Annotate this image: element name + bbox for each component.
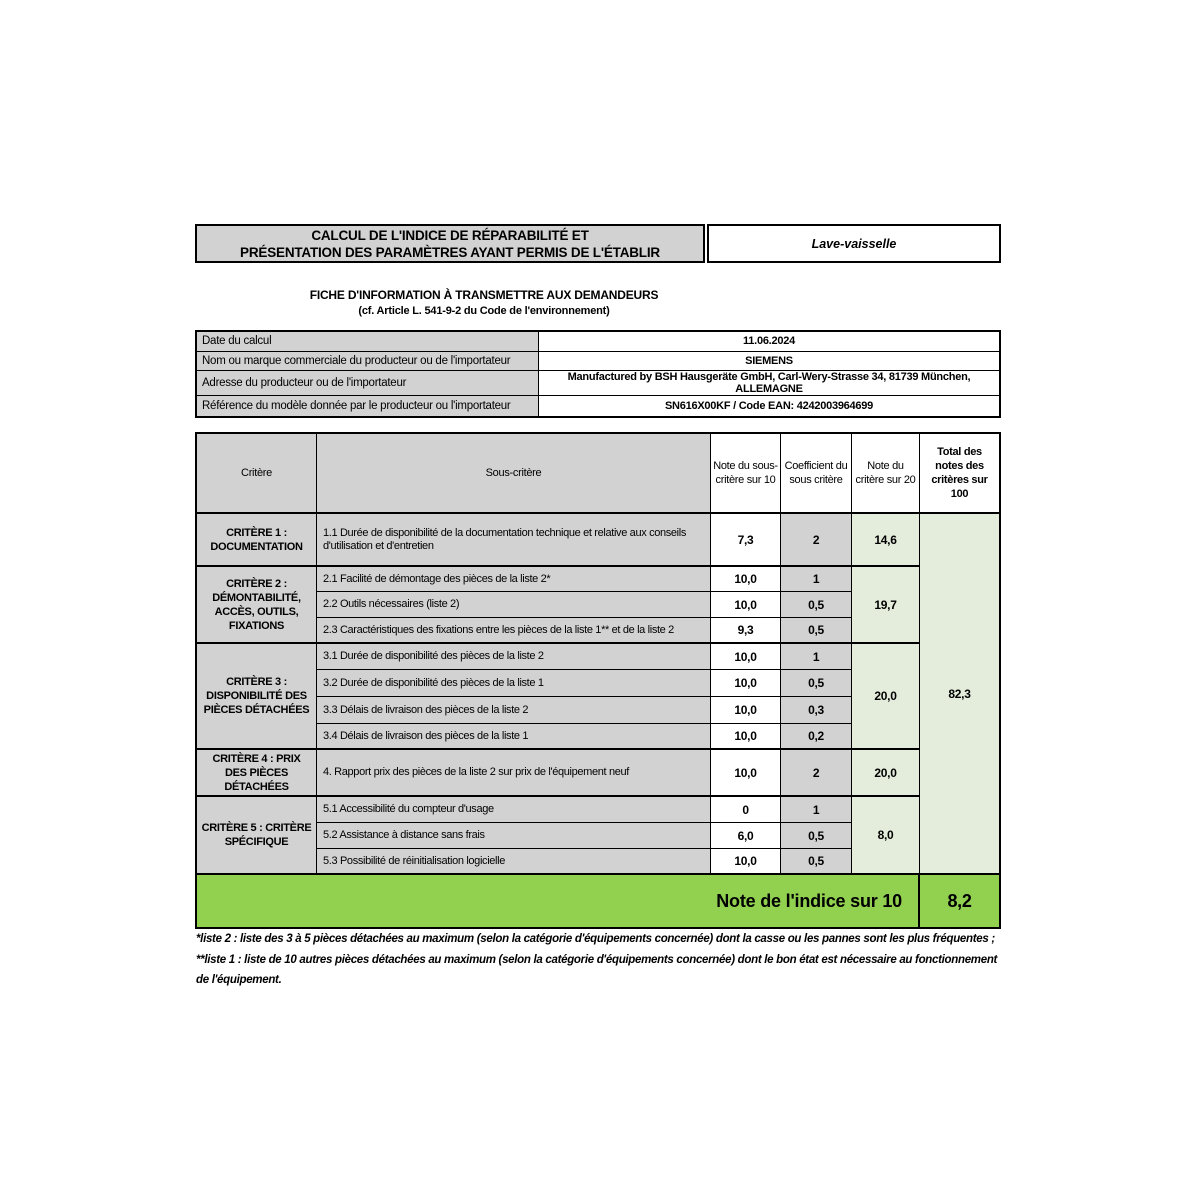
subrow-4-label: 4. Rapport prix des pièces de la liste 2 sur prix de l'équipement neuf [317,750,711,797]
info-label-date: Date du calcul [197,332,539,352]
info-value-date: 11.06.2024 [539,332,999,352]
criterion-4-note20: 20,0 [852,750,920,797]
document-title [195,224,705,263]
subrow-4-note: 10,0 [711,750,781,797]
subrow-5-3-note: 10,0 [711,849,781,875]
subrow-3-3-coef: 0,3 [781,697,852,724]
product-category: Lave-vaisselle [811,236,897,251]
subrow-5-3-label: 5.3 Possibilité de réinitialisation logicielle [317,849,711,875]
subrow-3-3-note: 10,0 [711,697,781,724]
footnote-liste1: **liste 1 : liste de 10 autres pièces détachées au maximum (selon la catégorie d'équipements concernée) dont le bon état est nécessaire au fonctionnement de l'équipement. [196,953,998,986]
header-critere: Critère [197,434,317,514]
header-note-critere: Note du critère sur 20 [852,434,920,514]
info-label-address: Adresse du producteur ou de l'importateur [197,371,539,396]
final-score-value: 8,2 [920,875,999,927]
document-subtitle [195,287,773,319]
subrow-1-1-coef: 2 [781,514,852,567]
subrow-5-2-coef: 0,5 [781,823,852,849]
total-sur-100: 82,3 [920,514,999,875]
product-category-cell [707,224,1001,263]
info-value-address: Manufactured by BSH Hausgeräte GmbH, Carl-Wery-Strasse 34, 81739 München, ALLEMAGNE [539,371,999,396]
document-title-line1: CALCUL DE L'INDICE DE RÉPARABILITÉ ET [311,227,589,243]
criterion-4-label: CRITÈRE 4 : PRIX DES PIÈCES DÉTACHÉES [197,750,317,797]
info-label-brand: Nom ou marque commerciale du producteur ou de l'importateur [197,352,539,372]
subrow-3-3-label: 3.3 Délais de livraison des pièces de la liste 2 [317,697,711,724]
subrow-3-4-note: 10,0 [711,724,781,750]
subrow-2-3-label: 2.3 Caractéristiques des fixations entre les pièces de la liste 1** et de la liste 2 [317,618,711,644]
document-title-line2: PRÉSENTATION DES PARAMÈTRES AYANT PERMIS DE L'ÉTABLIR [240,244,660,260]
criterion-5-label: CRITÈRE 5 : CRITÈRE SPÉCIFIQUE [197,797,317,875]
subrow-3-4-coef: 0,2 [781,724,852,750]
subrow-3-1-note: 10,0 [711,644,781,670]
subrow-2-3-note: 9,3 [711,618,781,644]
subrow-1-1-note: 7,3 [711,514,781,567]
footnote-liste2: *liste 2 : liste des 3 à 5 pièces détachées au maximum (selon la catégorie d'équipements concernée) dont la casse ou les pannes sont les plus fréquentes ; [196,933,995,945]
criterion-1-note20: 14,6 [852,514,920,567]
subrow-2-2-coef: 0,5 [781,592,852,618]
subrow-5-1-note: 0 [711,797,781,823]
subrow-3-2-note: 10,0 [711,670,781,697]
header-coefficient: Coefficient du sous critère [781,434,852,514]
subrow-5-2-label: 5.2 Assistance à distance sans frais [317,823,711,849]
subrow-2-3-coef: 0,5 [781,618,852,644]
subrow-5-3-coef: 0,5 [781,849,852,875]
subrow-2-1-label: 2.1 Facilité de démontage des pièces de la liste 2* [317,567,711,592]
header-sous-critere: Sous-critère [317,434,711,514]
subrow-5-2-note: 6,0 [711,823,781,849]
subrow-1-1-label: 1.1 Durée de disponibilité de la documentation technique et relative aux conseils d'utilisation et d'entretien [317,514,711,567]
subrow-2-1-coef: 1 [781,567,852,592]
criterion-1-label: CRITÈRE 1 : DOCUMENTATION [197,514,317,567]
subrow-5-1-coef: 1 [781,797,852,823]
criterion-2-note20: 19,7 [852,567,920,644]
subrow-3-2-label: 3.2 Durée de disponibilité des pièces de la liste 1 [317,670,711,697]
criterion-3-note20: 20,0 [852,644,920,750]
subrow-3-1-coef: 1 [781,644,852,670]
info-value-brand: SIEMENS [539,352,999,372]
info-value-reference: SN616X00KF / Code EAN: 4242003964699 [539,396,999,416]
subrow-2-2-label: 2.2 Outils nécessaires (liste 2) [317,592,711,618]
product-info-table [195,330,1001,418]
subrow-2-1-note: 10,0 [711,567,781,592]
subrow-5-1-label: 5.1 Accessibilité du compteur d'usage [317,797,711,823]
subrow-4-coef: 2 [781,750,852,797]
footnotes [196,929,1011,991]
criterion-5-note20: 8,0 [852,797,920,875]
subrow-2-2-note: 10,0 [711,592,781,618]
header-total: Total des notes des critères sur 100 [920,434,999,514]
criterion-2-label: CRITÈRE 2 : DÉMONTABILITÉ, ACCÈS, OUTILS, FIXATIONS [197,567,317,644]
subtitle-line1: FICHE D'INFORMATION À TRANSMETTRE AUX DEMANDEURS [309,288,659,302]
info-label-reference: Référence du modèle donnée par le producteur ou l'importateur [197,396,539,416]
header-note-sous-critere: Note du sous-critère sur 10 [711,434,781,514]
subrow-3-4-label: 3.4 Délais de livraison des pièces de la liste 1 [317,724,711,750]
criterion-3-label: CRITÈRE 3 : DISPONIBILITÉ DES PIÈCES DÉTACHÉES [197,644,317,750]
subtitle-line2: (cf. Article L. 541-9-2 du Code de l'environnement) [358,305,610,317]
subrow-3-2-coef: 0,5 [781,670,852,697]
final-score-label: Note de l'indice sur 10 [197,875,920,927]
criteria-table [195,432,1001,929]
subrow-3-1-label: 3.1 Durée de disponibilité des pièces de la liste 2 [317,644,711,670]
